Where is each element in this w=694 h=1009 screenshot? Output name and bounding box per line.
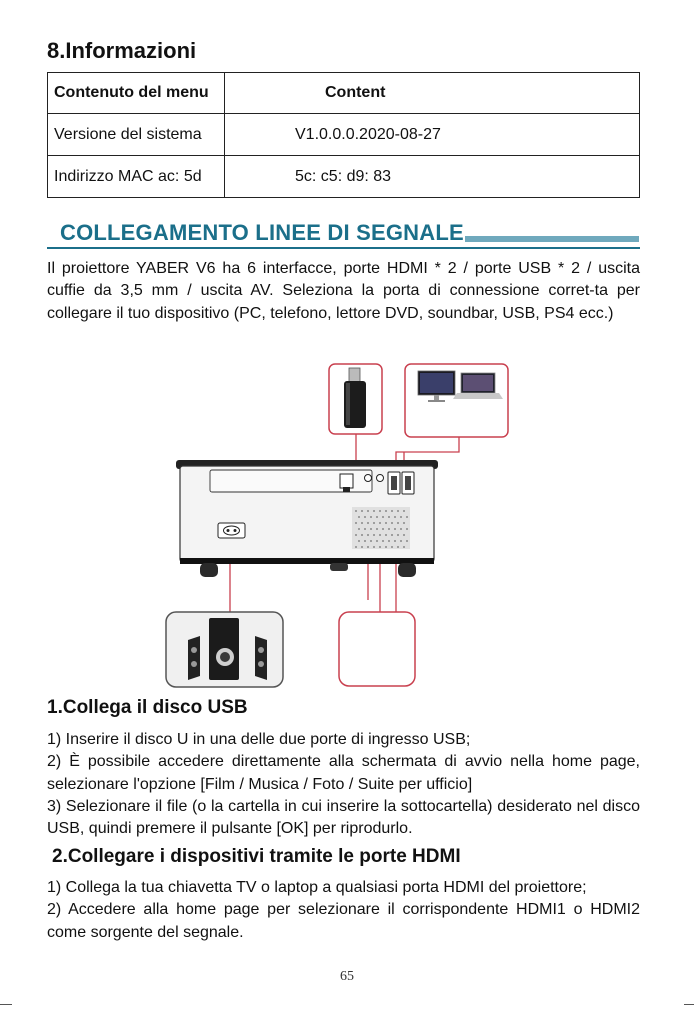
table-cell: 5c: c5: d9: 83	[225, 156, 640, 198]
crop-mark-left	[0, 1004, 12, 1005]
table-header-menu: Contenuto del menu	[48, 73, 225, 114]
speaker-set-icon	[166, 612, 283, 687]
list-item: 2) È possibile accedere direttamente alla schermata di avvio nella home page, selezionare l'opzione [Film / Musica / Foto / Suite per ufficio]	[47, 753, 640, 793]
page-number: 65	[340, 969, 354, 984]
list-item: 1) Collega la tua chiavetta TV o laptop a qualsiasi porta HDMI del proiettore;	[47, 879, 587, 896]
crop-mark-right	[684, 1004, 694, 1005]
table-cell: Indirizzo MAC ac: 5d	[48, 156, 225, 198]
projector-icon	[176, 460, 438, 577]
usb-section-title: 1.Collega il disco USB	[47, 697, 248, 718]
monitor-icon	[418, 371, 455, 402]
hdmi-steps	[47, 877, 640, 944]
hdmi-section-title: 2.Collegare i dispositivi tramite le porte HDMI	[52, 846, 461, 867]
list-item: 1) Inserire il disco U in una delle due porte di ingresso USB;	[47, 731, 471, 748]
signal-intro-paragraph: Il proiettore YABER V6 ha 6 interfacce, porte HDMI * 2 / porte USB * 2 / uscita cuffie da 3,5 mm / uscita AV. Seleziona la porta di connessione corret-ta per collegare il tuo dispositivo (PC, telefono, lettore DVD, soundbar, USB, PS4 ecc.)	[47, 260, 640, 322]
table-header-content: Content	[225, 73, 640, 114]
display-devices	[405, 364, 508, 437]
usb-steps	[47, 729, 640, 840]
info-section-title: 8.Informazioni	[47, 38, 197, 63]
external-device-placeholder	[339, 612, 415, 686]
list-item: 2) Accedere alla home page per selezionare il corrispondente HDMI1 o HDMI2 come sorgente del segnale.	[47, 901, 640, 941]
list-item: 3) Selezionare il file (o la cartella in cui inserire la sottocartella) desiderato nel disco USB, quindi premere il pulsante [OK] per riprodurlo.	[47, 797, 640, 838]
laptop-icon	[453, 373, 503, 399]
table-cell: V1.0.0.0.2020-08-27	[225, 114, 640, 156]
table-cell: Versione del sistema	[48, 114, 225, 156]
signal-section-title: COLLEGAMENTO LINEE DI SEGNALE	[60, 220, 464, 245]
usb-stick-icon	[329, 364, 382, 434]
